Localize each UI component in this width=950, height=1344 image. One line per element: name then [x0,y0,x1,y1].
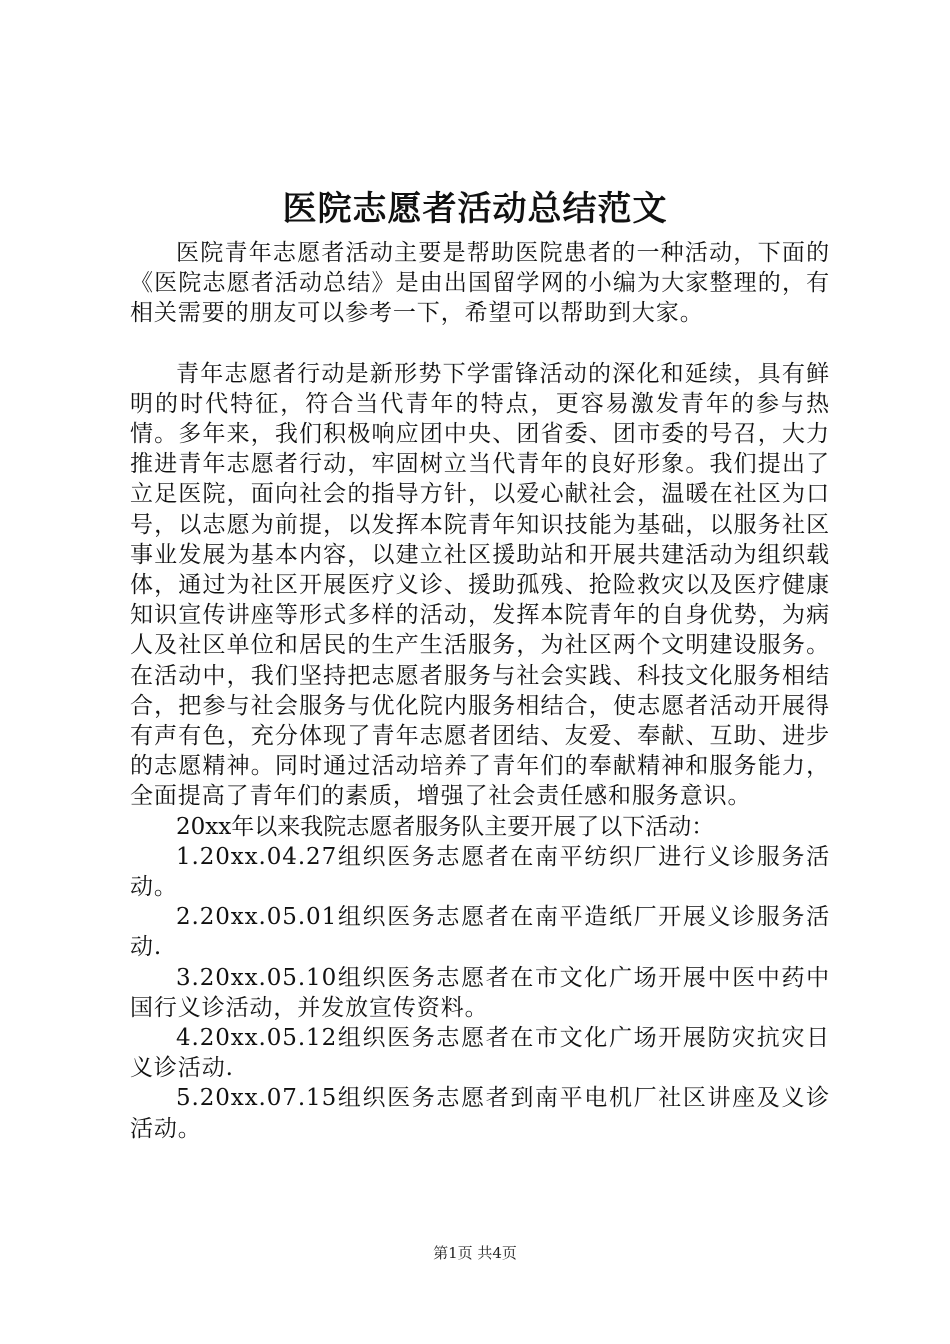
document-body [130,238,830,1144]
intro-paragraph: 医院青年志愿者活动主要是帮助医院患者的一种活动，下面的《医院志愿者活动总结》是由出国留学网的小编为大家整理的，有相关需要的朋友可以参考一下，希望可以帮助到大家。 [130,240,830,327]
main-paragraph: 青年志愿者行动是新形势下学雷锋活动的深化和延续，具有鲜明的时代特征，符合当代青年的特点，更容易激发青年的参与热情。多年来，我们积极响应团中央、团省委、团市委的号召，大力推进青年志愿者行动，牢固树立当代青年的良好形象。我们提出了立足医院，面向社会的指导方针，以爱心献社会，温暖在社区为口号，以志愿为前提，以发挥本院青年知识技能为基础，以服务社区事业发展为基本内容，以建立社区援助站和开展共建活动为组织载体，通过为社区开展医疗义诊、援助孤残、抢险救灾以及医疗健康知识宣传讲座等形式多样的活动，发挥本院青年的自身优势，为病人及社区单位和居民的生产生活服务，为社区两个文明建设服务。在活动中，我们坚持把志愿者服务与社会实践、科技文化服务相结合，把参与社会服务与优化院内服务相结合，使志愿者活动开展得有声有色，充分体现了青年志愿者团结、友爱、奉献、互助、进步的志愿精神。同时通过活动培养了青年们的奉献精神和服务能力，全面提高了青年们的素质，增强了社会责任感和服务意识。 [130,360,830,810]
activities-intro: 20xx年以来我院志愿者服务队主要开展了以下活动： [176,813,715,840]
activity-item-2: 2.20xx.05.01组织医务志愿者在南平造纸厂开展义诊服务活动. [130,904,830,961]
paragraph-spacer [130,329,830,359]
activity-item-1: 1.20xx.04.27组织医务志愿者在南平纺织厂进行义诊服务活动。 [130,843,830,901]
document-title: 医院志愿者活动总结范文 [282,189,668,229]
activity-item-4: 4.20xx.05.12组织医务志愿者在市文化广场开展防灾抗灾日义诊活动. [130,1025,830,1082]
activity-item-3: 3.20xx.05.10组织医务志愿者在市文化广场开展中医中药中国行义诊活动，并发放宣传资料。 [130,964,830,1021]
activity-item-5: 5.20xx.07.15组织医务志愿者到南平电机厂社区讲座及义诊活动。 [130,1085,830,1142]
page-number-footer: 第1页 共4页 [433,1244,517,1262]
